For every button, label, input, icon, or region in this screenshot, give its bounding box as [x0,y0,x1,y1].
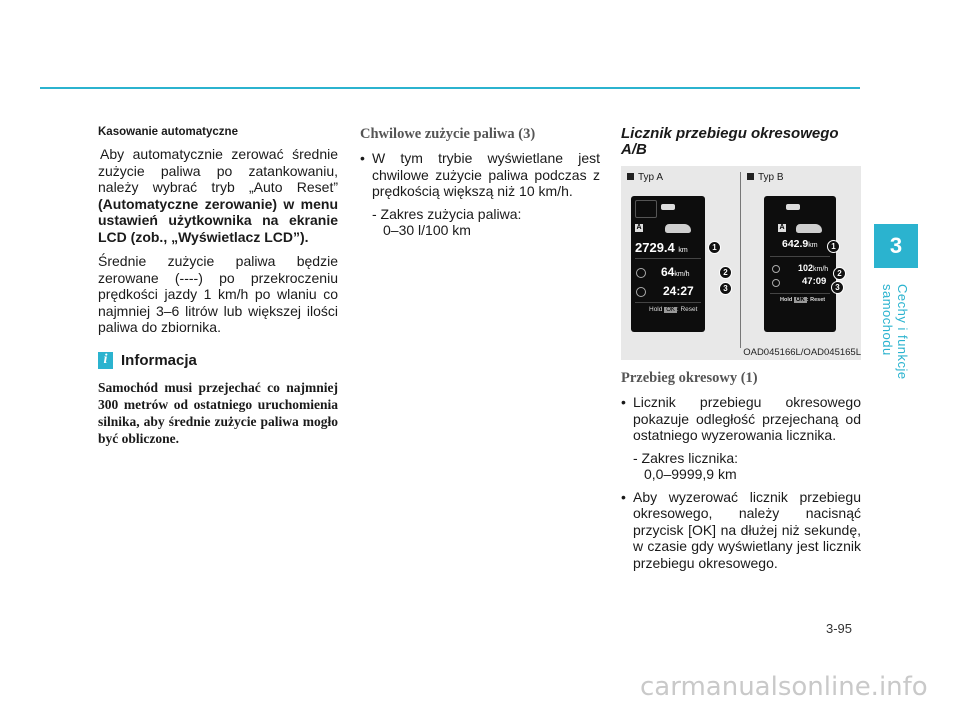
type-b-label [747,172,784,183]
avg-speed-a-unit: km/h [674,271,690,278]
type-b-text: Typ B [758,172,784,183]
trip-meter-heading: Licznik przebiegu okresowego A/B [621,125,839,158]
hold-label: Hold [780,297,793,303]
figure-caption: OAD045166L/OAD045165L [743,347,861,358]
trip-distance-b-value: 642.9 [782,238,809,250]
trip-subheading: Przebieg okresowy (1) [621,370,758,386]
clock-icon [636,287,646,297]
avg-speed-b-unit: km/h [813,266,829,273]
car-icon [665,224,691,233]
reset-condition-paragraph: Średnie zużycie paliwa będzie zerowane (----) po przekroczeniu prędkości jazdy 1 km/h po wlaniu co najmniej 3–6 litrów lub większej ilości paliwa do zbiornika. [98,253,338,335]
screen-divider [635,258,701,259]
screen-divider [770,293,830,294]
fuel-icon [786,204,800,210]
callout-3-b: 3 [831,281,844,294]
section-label: Cechy i funkcje samochodu [880,284,910,380]
callout-1-a: 1 [708,241,721,254]
trip-list [621,394,861,444]
page-number: 3-95 [826,621,853,636]
avg-speed-a [661,265,690,279]
instant-consumption-list [360,150,600,200]
list-item: • Licznik przebiegu okresowego pokazuje odległość przejechaną od ostatniego wyzerowania licznika. [621,394,861,444]
trip-distance-a-value: 2729.4 [635,240,675,255]
consumption-range-label: - Zakres zużycia paliwa: [372,205,522,222]
avg-speed-b-value: 102 [798,263,814,273]
screen-divider [635,302,701,303]
avg-speed-a-value: 64 [661,265,675,279]
consumption-range-value: 0–30 l/100 km [383,222,471,238]
info-header [98,352,338,369]
trip-range-value: 0,0–9999,9 km [644,466,737,482]
clock-icon [772,279,780,287]
list-item: • Aby wyzerować licznik przebiegu okresowego, należy nacisnąć przycisk [OK] na dłużej niż sekundę, w czasie gdy wyświetlany jest licznik przebiegu okresowego. [621,489,861,572]
info-title: Informacja [121,351,197,369]
speed-icon [636,268,646,278]
instant-consumption-heading: Chwilowe zużycie paliwa (3) [360,126,536,142]
hold-reset-a [649,306,697,313]
consumption-range [360,206,600,239]
avg-speed-b [798,263,828,273]
callout-3-a: 3 [719,282,732,295]
trip-reset-list [621,489,861,572]
screen-badge-icon [635,200,657,218]
fuel-icon [661,204,675,210]
trip-a-icon: A [636,224,642,231]
trip-distance-a-unit: km [678,247,688,254]
cluster-figure [621,166,861,360]
auto-reset-paragraph [98,146,338,245]
auto-reset-text: Aby automatycznie zerować średnie zużycie paliwa po zatankowaniu, należy wybrać tryb „Auto Reset” [98,146,338,195]
elapsed-time-b: 47:09 [802,276,827,287]
cluster-screen-b [764,196,836,332]
info-text: Samochód musi przejechać co najmniej 300 metrów od ostatniego uruchomienia silnika, aby średnie zużycie paliwa mogło być obliczone. [98,379,338,446]
callout-2-a: 2 [719,266,732,279]
cluster-screen-a [631,196,705,332]
screen-divider [770,256,830,257]
type-a-label [627,172,663,183]
chapter-tab: 3 [874,224,918,268]
trip-distance-a [635,240,688,255]
callout-1-b: 1 [827,240,840,253]
figure-divider [740,172,741,348]
type-a-text: Typ A [638,172,664,183]
column-left [98,126,338,447]
auto-reset-heading: Kasowanie automatyczne [98,126,238,138]
trip-a-icon: A [779,224,785,231]
hold-label: Hold [649,306,663,313]
callout-2-b: 2 [833,267,846,280]
list-item: • W tym trybie wyświetlane jest chwilowe zużycie paliwa podczas z prędkością większą niż 10 km/h. [360,150,600,200]
info-icon: i [98,352,113,369]
header-rule [40,87,860,89]
car-icon [796,224,822,233]
hold-reset-b [780,297,825,303]
speed-icon [772,265,780,273]
auto-reset-bold-text: (Automatyczne zerowanie) w menu ustawień użytkownika na ekranie LCD (zob., „Wyświetlacz LCD”). [98,195,338,245]
column-middle [360,126,600,245]
reset-label: : Reset [806,297,826,303]
elapsed-time-a: 24:27 [663,284,694,298]
ok-key: OK [666,307,675,313]
trip-range-label: - Zakres licznika: [633,449,739,466]
trip-distance-b-unit: km [808,242,818,249]
reset-label: : Reset [676,306,698,313]
trip-distance-b [782,238,818,250]
info-box [98,352,338,447]
column-right [621,126,861,577]
ok-key: OK [795,297,805,303]
watermark: carmanualsonline.info [640,672,928,702]
trip-range [621,450,861,483]
